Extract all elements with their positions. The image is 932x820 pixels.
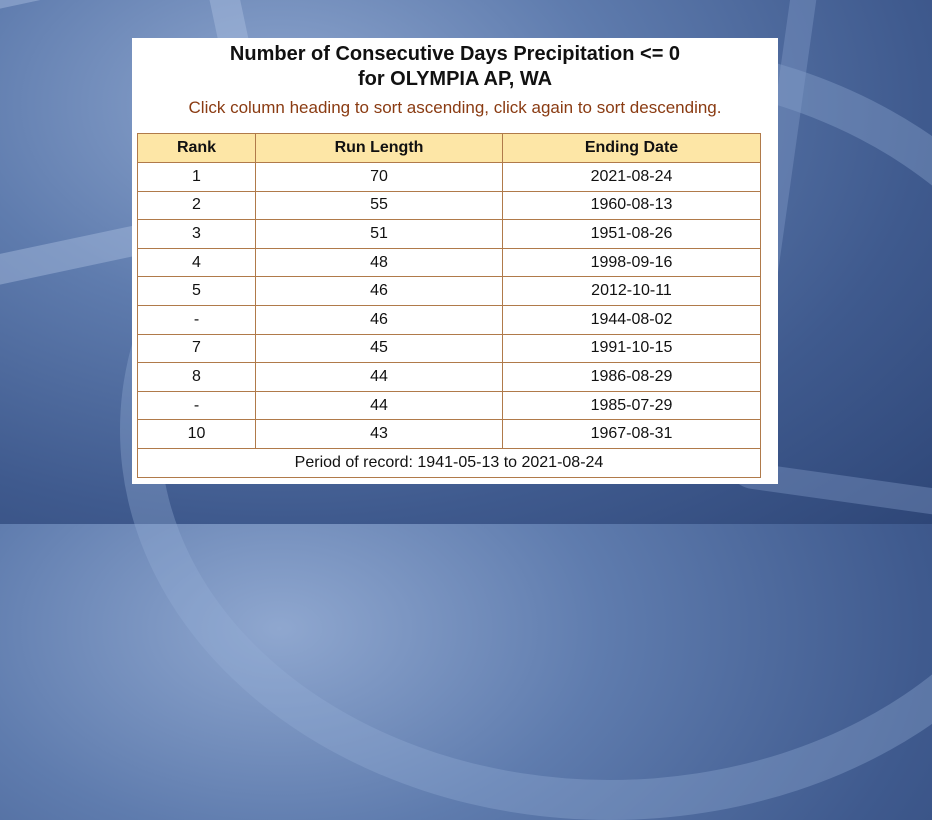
cell-rank: 7 — [138, 334, 256, 363]
cell-run-length: 43 — [256, 420, 503, 449]
cell-run-length: 55 — [256, 191, 503, 220]
cell-ending-date: 2012-10-11 — [503, 277, 761, 306]
column-header-rank[interactable]: Rank — [138, 134, 256, 163]
page-title — [132, 42, 778, 92]
table-row — [138, 277, 761, 306]
cell-ending-date: 1944-08-02 — [503, 305, 761, 334]
cell-ending-date: 1991-10-15 — [503, 334, 761, 363]
cell-run-length: 46 — [256, 305, 503, 334]
table-row — [138, 420, 761, 449]
table-row — [138, 334, 761, 363]
table-row — [138, 363, 761, 392]
table-row — [138, 305, 761, 334]
table-row — [138, 191, 761, 220]
cell-ending-date: 1986-08-29 — [503, 363, 761, 392]
cell-ending-date: 2021-08-24 — [503, 163, 761, 192]
cell-rank: 5 — [138, 277, 256, 306]
column-header-ending-date[interactable]: Ending Date — [503, 134, 761, 163]
cell-run-length: 44 — [256, 363, 503, 392]
table-header-row — [138, 134, 761, 163]
cell-run-length: 51 — [256, 220, 503, 249]
cell-run-length: 46 — [256, 277, 503, 306]
cell-ending-date: 1998-09-16 — [503, 248, 761, 277]
cell-rank: 4 — [138, 248, 256, 277]
cell-rank: 1 — [138, 163, 256, 192]
cell-rank: - — [138, 305, 256, 334]
table-row — [138, 163, 761, 192]
table-row — [138, 248, 761, 277]
table-row — [138, 220, 761, 249]
cell-run-length: 45 — [256, 334, 503, 363]
period-of-record: Period of record: 1941-05-13 to 2021-08-24 — [138, 448, 761, 477]
cell-rank: 8 — [138, 363, 256, 392]
table-row — [138, 391, 761, 420]
cell-run-length: 70 — [256, 163, 503, 192]
cell-run-length: 48 — [256, 248, 503, 277]
cell-rank: 3 — [138, 220, 256, 249]
records-table — [137, 133, 761, 478]
column-header-run-length[interactable]: Run Length — [256, 134, 503, 163]
table-footer-row — [138, 448, 761, 477]
cell-ending-date: 1951-08-26 — [503, 220, 761, 249]
cell-ending-date: 1967-08-31 — [503, 420, 761, 449]
title-line-1: Number of Consecutive Days Precipitation <= 0 — [229, 43, 681, 65]
cell-ending-date: 1985-07-29 — [503, 391, 761, 420]
cell-rank: - — [138, 391, 256, 420]
sort-hint: Click column heading to sort ascending, click again to sort descending. — [188, 98, 722, 117]
title-line-2: for OLYMPIA AP, WA — [357, 68, 553, 90]
cell-rank: 2 — [138, 191, 256, 220]
records-panel — [132, 38, 778, 484]
cell-ending-date: 1960-08-13 — [503, 191, 761, 220]
cell-rank: 10 — [138, 420, 256, 449]
cell-run-length: 44 — [256, 391, 503, 420]
